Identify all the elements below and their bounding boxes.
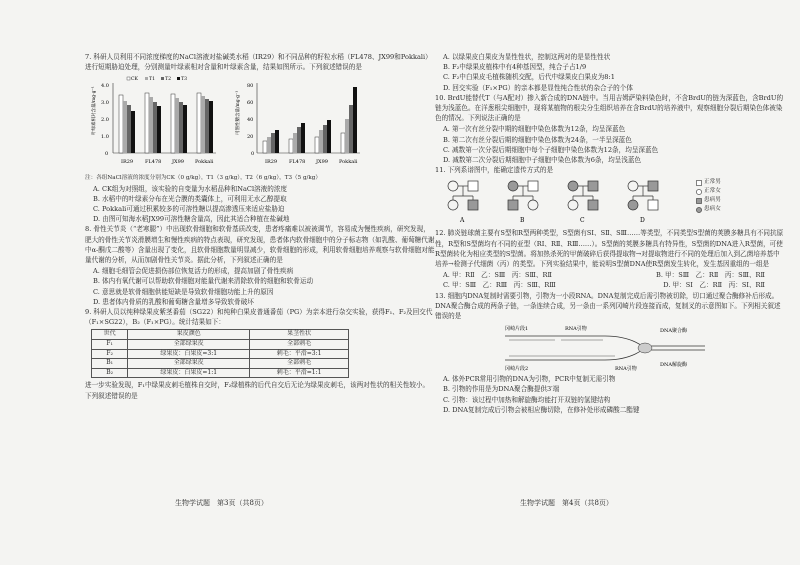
q11-stem: 11. 下列系谱图中，能确定遗传方式的是 [435,166,554,175]
legend-normal-male: 正常男 [704,179,721,186]
pedigree-d [628,181,658,224]
legend-normal-female: 正常女 [704,188,721,195]
q7-option-c: C. Pokkali可通过积累较多的可溶性糖以提高渗透压来适应盐胁迫 [93,205,285,214]
chart1-ytick: 1.0 [101,134,109,141]
chart2-ytick: 40 [247,117,254,124]
legend-affected-female: 患病女 [704,206,721,213]
table-cell: F₂ [92,349,128,359]
q7-option-b: B. 水稻中的叶绿素分布在光合膜的类囊体上，可利用无水乙醇提取 [93,194,287,203]
pedigree-label: B [520,217,525,225]
q9-table [91,329,349,378]
chart2-ytick: 0 [251,151,255,158]
left-page [85,52,435,522]
table-row [92,349,349,359]
q12-option-d: D. 甲：SⅠ 乙：RⅡ 丙：SⅠ、RⅡ [663,281,765,290]
q7-figure [91,75,435,171]
right-footer: 生物学试题 第4页（共8页） [520,499,613,507]
chart2-ytitle: 可溶性糖含量/mg·g⁻¹ [236,91,241,136]
legend-ck: CK [131,77,138,83]
svg-text:IR29: IR29 [265,159,278,166]
legend-t3: T3 [181,77,187,83]
chlorophyll-chart [91,75,221,171]
pedigree-legend [696,178,721,214]
table-cell: 绿果皮：白果皮=1:1 [128,368,250,378]
q13-stem: 13. 细胞内DNA复制时需要引物，引物为一小段RNA。DNA复制完成后需引物被切除，切口通过聚合酶修补后形成。DNA聚合酶合成的两条子链，一条连续合成，另一条由一系列冈崎片段连接而成，复制叉的示意图如下。下列相关叙述错误的是 [435,291,781,321]
q12-option-b: B. 甲：SⅢ 乙：RⅡ 丙：SⅢ、RⅡ [655,271,765,280]
pedigree-label: C [580,217,585,225]
table-cell: B₁ [92,359,128,369]
pedigree-label: D [640,217,645,225]
diagram-label: DNA解旋酶 [660,362,687,369]
legend-t1: T1 [149,77,155,83]
q12-options-row1 [435,270,785,280]
pedigree-c [568,181,598,224]
soluble-sugar-chart [235,75,365,171]
legend-affected-male: 患病男 [704,197,721,204]
legend-t2: T2 [165,77,171,83]
table-cell: 刺毛：平滑=3:1 [250,349,349,359]
table-row [92,368,349,378]
q9-stem: 9. 科研人员以纯种绿果皮紫茎番茄（SG22）和纯种白果皮普通番茄（PG）为亲本进行杂交实验，获得F₁、F₂及回交代（F₁×SG22），B₂（F₁×PG）。统计结果如下： [85,308,433,327]
q10-stem: 10. BrdU能替代T（与A配对）掺入新合成的DNA链中。当用吉姆萨染料染色时，不含BrdU的链为深蓝色，含BrdU的链为浅蓝色。在洋葱根尖细胞中，现将某植物的根尖分生组织培养在含BrdU的培养液中，观察细胞分裂后期染色体被染色的情况。下列说法正确的是 [435,93,784,123]
q8-option-c: C. 意思就是软骨细胞供能短缺是导致软骨细胞功能上升的原因 [93,287,274,296]
table-row [92,359,349,369]
chart2-ytick: 20 [247,134,254,141]
chart2-ytick: 60 [247,100,254,107]
q7-option-d: D. 由图可知海水稻JX99可溶性糖含量高，因此其适合种植在盐碱地 [93,215,290,224]
table-cell: F₁ [92,340,128,350]
q12-option-a: A. 甲：RⅡ 乙：SⅢ 丙：SⅢ、RⅡ [443,271,552,280]
pedigree-b [508,181,538,224]
q9-after: 进一步实验发现，F₁中绿果皮刺毛植株自交时，F₂绿植株的后代自交后无论为绿果皮刺毛，该两对性状的相关性较小。下列叙述错误的是 [85,381,430,400]
pedigree-label: A [460,217,465,225]
q12-option-c: C. 甲：SⅢ 乙：RⅢ 丙：SⅢ、RⅢ [443,281,556,290]
svg-text:Pokkali: Pokkali [339,159,358,166]
diagram-label: RNA引物 [615,366,637,373]
q10-option-d: D. 减数第二次分裂后期细胞中子细胞中染色体数为6条，均呈浅蓝色 [443,156,642,165]
q8-option-a: A. 细胞毛细管会促进损伤部位恢复活力的形成，提高加剧了骨性疾病 [93,267,294,276]
q13-option-a: A. 体外PCR常用引物的DNA为引物，PCR中复制无需引物 [443,375,616,384]
diagram-label: RNA引物 [565,326,587,333]
chart1-ytick: 0 [105,151,109,158]
q9-option-c: C. F₂中白果皮毛植株随机交配，后代中绿果皮白果皮为8:1 [443,73,615,82]
q10-option-a: A. 第一次有丝分裂中期的细胞中染色体数为12条，均呈深蓝色 [443,125,626,134]
table-row [92,340,349,350]
svg-text:JX99: JX99 [316,159,328,166]
table-cell: 全部绿果皮 [128,340,250,350]
table-cell: 全部刺毛 [250,340,349,350]
diagram-label: 冈崎片段1 [505,326,529,333]
svg-text:JX99: JX99 [172,159,184,166]
q9-option-d: D. 回交实验（F₁×PG）的亲本都是显性纯合性状的杂合子的个体 [443,83,633,92]
chart1-ytick: 4.0 [101,83,109,90]
chart2-bars [263,87,357,153]
q8-option-b: B. 体内有氧代谢可以帮助软骨细胞对能量代谢来清除软骨的细胞和软骨运动 [93,277,314,286]
q12-stem: 12. 肺炎链球菌主要有S型和R型两种类型，S型菌有SⅠ、SⅡ、SⅢ……等类型，不同类型S型菌的荚膜多糖具有不同抗原性，R型和S型菌均有不同的亚型（RⅠ、RⅡ、RⅢ……）。S型菌的荚膜多糖具有特异性，S型菌的DNA进入R型菌，可使R型菌转化为相应类型的S型菌。将加热杀死的甲菌破碎后获得提取物→对提取物进行不同的处理后加入到乙菌培养基中培养→检测子代细菌（丙）的类型。下列实验结果中，能说明S型菌DNA使R型菌发生转化，发生基因重组的一组是 [435,229,784,269]
svg-text:IR29: IR29 [121,159,134,166]
q7-option-a: A. CK组为对照组，该实验的自变量为水稻品种和NaCl溶液的浓度 [93,184,288,193]
q10-option-c: C. 减数第一次分裂后期细胞中每个子细胞中染色体数为12条，均呈深蓝色 [443,145,659,154]
q9-option-b: B. F₂中绿果皮植株中有4种基因型，纯合子占1/9 [443,63,587,72]
table-header: 果茎性状 [250,330,349,340]
svg-text:Pokkali: Pokkali [195,159,214,166]
q8-option-d: D. 患者体内骨质的乳酸和葡萄糖含量增多导致软骨破坏 [93,297,254,306]
q13-option-c: C. 引物：该过程中加热和解旋酶均能打开双链的氢键结构 [443,395,611,404]
q9-option-a: A. 以绿果皮白果皮为显性性状，控制这两对的是显性性状 [443,53,611,61]
q13-option-d: D. DNA复制完成后引物会被相应酶切除，在修补处形成磷酸二酯键 [443,405,640,414]
table-header: 果皮颜色 [128,330,250,340]
table-cell: 全部绿果皮 [128,359,250,369]
table-cell: 绿果皮：白果皮=3:1 [128,349,250,359]
q7-stem: 7. 科研人员利用不同浓度梯度的NaCl溶液对盐碱类水稻（IR29）和不同品种的籽粒水稻（FL478、JX99和Pokkali）进行短期胁迫处理，分别测量叶绿素相对含量和叶绿素含量，结果如图所示。下列叙述错误的是 [85,53,432,72]
chart2-ytick: 80 [247,83,254,90]
diagram-label: DNA聚合酶 [660,328,687,335]
q7-caption: 注：各组NaCl溶液的浓度分别为CK（0 g/kg），T1（3 g/kg），T2（6 g/kg），T3（5 g/kg） [85,175,321,182]
svg-text:FL478: FL478 [145,159,162,166]
q12-options-row2 [435,280,785,290]
table-header: 世代 [92,330,128,340]
right-page [435,52,785,522]
table-cell: 全部刺毛 [250,359,349,369]
diagram-label: 冈崎片段2 [505,366,529,373]
chart1-ytick: 2.0 [101,117,109,124]
q13-option-b: B. 引物的作用是为DNA聚合酶提供3′端 [443,385,560,394]
left-footer: 生物学试题 第3页（共8页） [175,499,268,507]
q10-option-b: B. 第二次有丝分裂后期的细胞中染色体数为24条，一半呈深蓝色 [443,135,632,144]
table-cell: B₂ [92,368,128,378]
pedigree-a [448,181,478,224]
chart1-bars [119,93,213,153]
replication-fork-diagram [495,322,715,374]
svg-text:FL478: FL478 [289,159,306,166]
pedigree-diagrams [441,178,686,228]
table-cell: 刺毛：平滑=1:1 [250,368,349,378]
chart1-ytitle: 叶绿素相对含量/mg·g⁻¹ [92,86,97,136]
chart1-ytick: 3.0 [101,100,109,107]
q11-pedigrees [441,178,785,228]
q8-stem: 8. 骨性关节炎（“老寒腿”）中出现软骨细胞和软骨基质改变，患者疼痛难以被被调节，容易成为慢性疾病，研究发现，肥大的骨性关节炎滑膜增生和慢性疾病的特点表现，研究发现，患者体内软骨细胞中的分子标志物（如乳酸、葡萄糖代谢中α-酮戊二酸等）含量出现了变化，且软骨细胞数量明显减少，软骨细胞的形成，利用软骨细胞培养观察与软骨细胞对能量代谢的分析，从而加剧骨性关节炎。据此分析，下列叙述正确的是 [85,225,435,265]
